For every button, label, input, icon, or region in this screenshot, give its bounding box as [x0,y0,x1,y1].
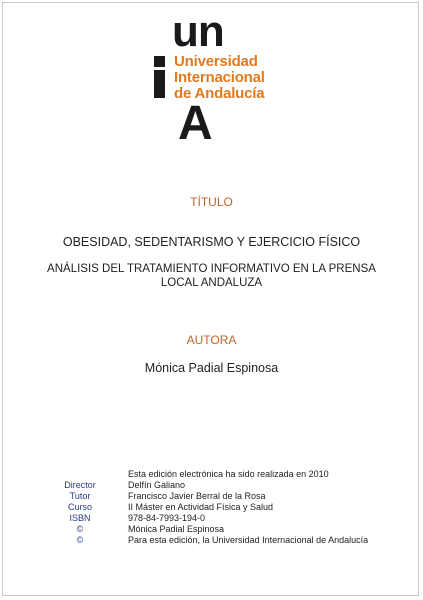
subtitle-line-2: LOCAL ANDALUZA [160,277,263,289]
metadata-value: Francisco Javier Berral de la Rosa [128,491,266,501]
logo-line-universidad: Universidad [174,53,258,70]
logo-letter-a: A [178,97,213,150]
autora-label: AUTORA [186,333,237,347]
logo-i-dot [154,56,165,67]
titulo-label: TÍTULO [190,195,233,209]
metadata-row [0,491,423,502]
edition-note-row [0,469,423,480]
subtitle-line-1: ANÁLISIS DEL TRATAMIENTO INFORMATIVO EN LA PRENSA [47,263,376,275]
publication-metadata [0,469,423,546]
metadata-value: Para esta edición, la Universidad Internacional de Andalucía [128,535,369,545]
logo-line-andalucia: de Andalucía [174,85,265,102]
metadata-value: II Máster en Actividad Física y Salud [128,502,274,512]
metadata-key: © [76,535,84,545]
logo-i-stem [154,70,165,98]
author-name: Mónica Padial Espinosa [144,361,279,375]
logo-letters-un: un [172,7,224,56]
metadata-value: 978-84-7993-194-0 [128,513,206,523]
logo-line-internacional: Internacional [174,69,265,86]
main-title: OBESIDAD, SEDENTARISMO Y EJERCICIO FÍSICO [62,235,361,249]
metadata-row [0,524,423,535]
metadata-value: Mónica Padial Espinosa [128,524,225,534]
metadata-value: Delfín Galiano [128,480,186,490]
metadata-row [0,502,423,513]
metadata-key: Director [64,480,96,490]
university-logo [0,0,423,160]
metadata-key: Tutor [69,491,91,501]
metadata-key: ISBN [69,513,91,523]
edition-note: Esta edición electrónica ha sido realizada en 2010 [128,469,329,479]
metadata-row [0,480,423,491]
metadata-key: © [76,524,84,534]
subtitle [0,262,423,290]
metadata-row [0,513,423,524]
metadata-row [0,535,423,546]
metadata-key: Curso [67,502,92,512]
